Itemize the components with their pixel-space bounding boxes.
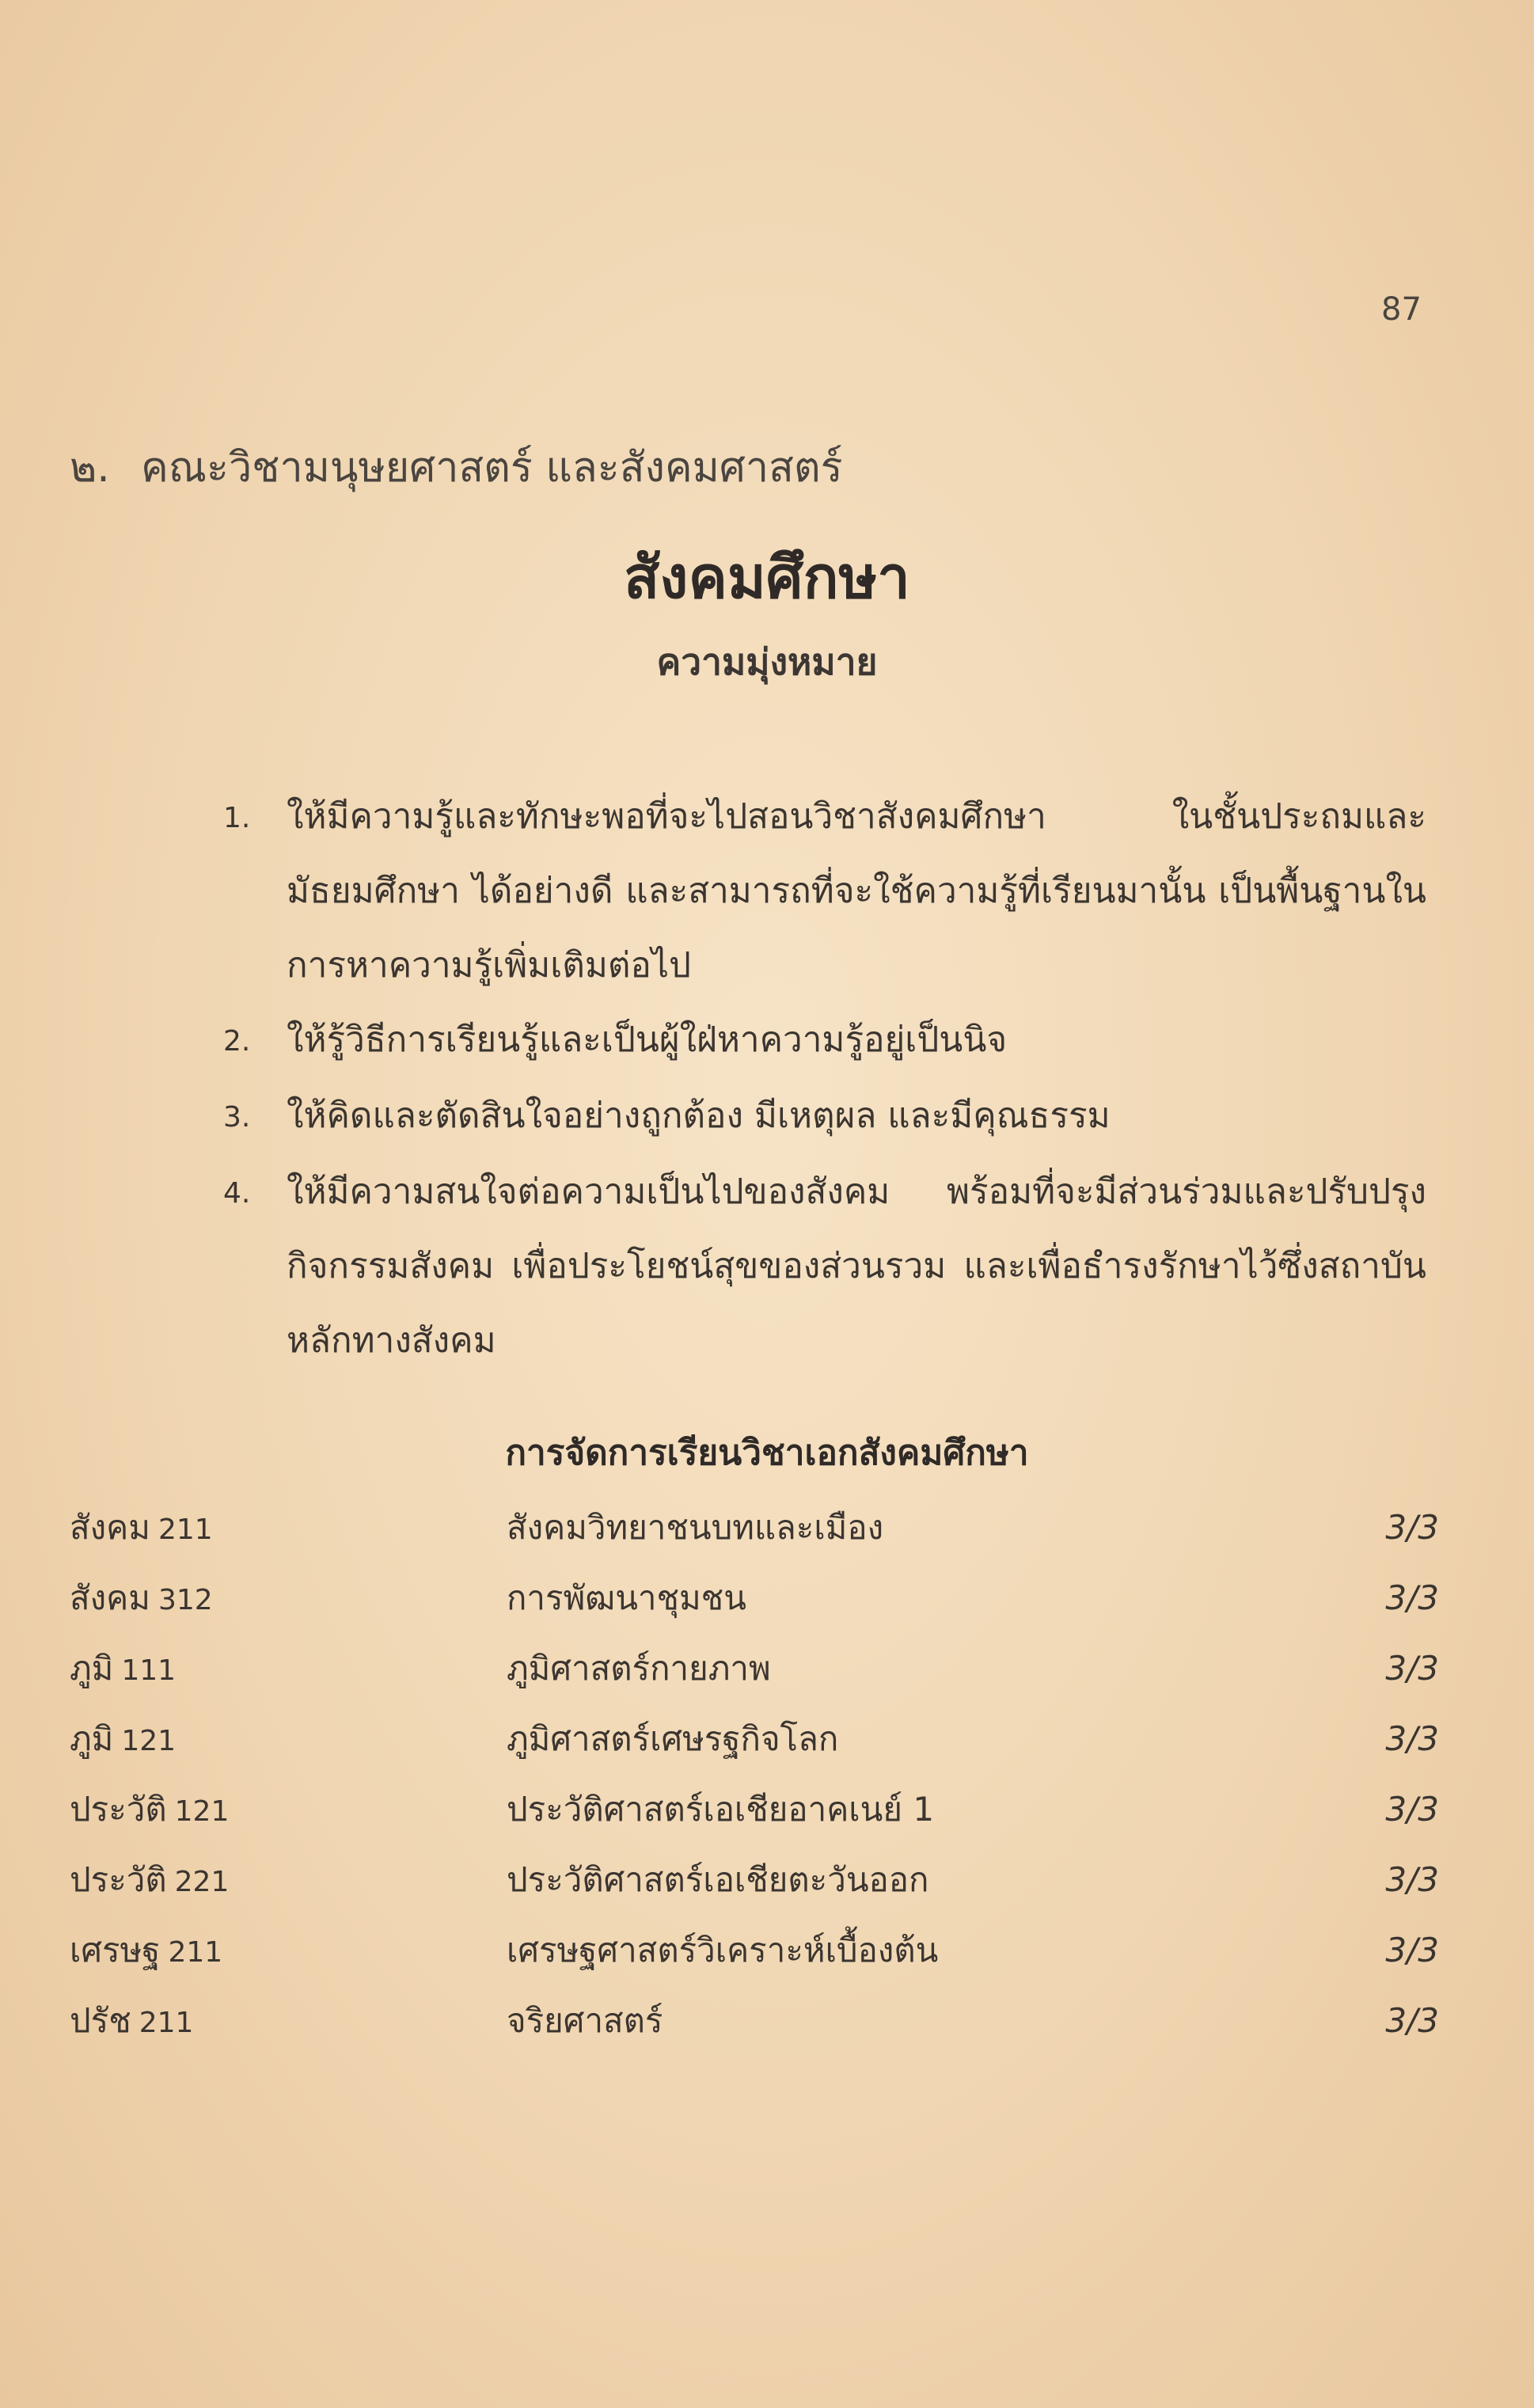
course-code-number: 211 [139,2006,194,2039]
course-code-number: 121 [121,1724,177,1757]
objective-number: 2. [223,1025,251,1058]
objective-text: ให้รู้วิธีการเรียนรู้และเป็นผู้ใฝ่หาความรู้อยู่เป็นนิจ [287,1020,1008,1060]
course-list [70,1492,1439,2056]
course-name: สังคมวิทยาชนบทและเมือง [507,1507,884,1547]
objective-text: ให้มีความรู้และทักษะพอที่จะไปสอนวิชาสังคมศึกษา ในชั้นประถมและมัธยมศึกษา ได้อย่างดี และสามารถที่จะใช้ความรู้ที่เรียนมานั้น เป็นพื้นฐานในการหาความรู้เพิ่มเติมต่อไป [287,796,1426,986]
course-credit: 3/3 [1385,2001,1439,2040]
course-credit: 3/3 [1385,1578,1439,1617]
course-row [70,1563,1439,1633]
objective-text: ให้คิดและตัดสินใจอย่างถูกต้อง มีเหตุผล และมีคุณธรรม [287,1096,1111,1136]
course-code [70,1783,507,1836]
course-code [70,1572,507,1624]
course-name: จริยศาสตร์ [507,2000,663,2040]
course-code [70,1854,507,1906]
course-code-number: 121 [174,1795,230,1828]
objective-number: 1. [223,802,251,834]
course-code-prefix: สังคม [70,1578,150,1617]
objective-number: 4. [223,1177,251,1210]
course-name: ภูมิศาสตร์กายภาพ [507,1648,771,1688]
course-row [70,1915,1439,1985]
faculty-heading [70,434,843,499]
course-code-prefix: ประวัติ [70,1859,167,1899]
course-name: ภูมิศาสตร์เศษรฐกิจโลก [507,1719,839,1758]
course-row [70,1492,1439,1563]
course-row [70,1703,1439,1774]
objective-item [223,1079,1426,1155]
course-code [70,1924,507,1977]
faculty-name: คณะวิชามนุษยศาสตร์ และสังคมศาสตร์ [141,444,843,492]
objective-item [223,1155,1426,1378]
page-number: 87 [1381,291,1422,328]
course-row [70,1844,1439,1915]
course-code-number: 312 [158,1583,213,1616]
objective-number: 3. [223,1101,251,1134]
course-name: ประวัติศาสตร์เอเชียอาคเนย์ 1 [507,1789,935,1829]
course-credit: 3/3 [1385,1719,1439,1758]
course-name: เศรษฐศาสตร์วิเคราะห์เบื้องต้น [507,1930,939,1969]
course-credit: 3/3 [1385,1508,1439,1547]
course-code [70,1995,507,2047]
objective-text: ให้มีความสนใจต่อความเป็นไปของสังคม พร้อมที่จะมีส่วนร่วมและปรับปรุงกิจกรรมสังคม เพื่อประโยชน์สุขของส่วนรวม และเพื่อธำรงรักษาไว้ซึ่งสถาบันหลักทางสังคม [287,1172,1426,1361]
course-code [70,1502,507,1554]
course-code-prefix: เศรษฐ [70,1930,161,1969]
course-row [70,1633,1439,1703]
course-code-prefix: สังคม [70,1507,150,1547]
course-code-number: 211 [168,1935,223,1969]
course-code-prefix: ภูมิ [70,1648,114,1688]
course-credit: 3/3 [1385,1790,1439,1829]
course-code-prefix: ปรัช [70,2000,131,2040]
course-name: การพัฒนาชุมชน [507,1578,746,1617]
course-code-number: 221 [174,1865,230,1898]
objectives-list [223,780,1426,1378]
course-credit: 3/3 [1385,1931,1439,1969]
course-code [70,1713,507,1765]
course-credit: 3/3 [1385,1649,1439,1688]
objective-item [223,1003,1426,1079]
objective-item [223,780,1426,1003]
objectives-heading: ความมุ่งหมาย [656,640,878,683]
subject-title: สังคมศึกษา [624,544,910,612]
course-row [70,1774,1439,1844]
course-code [70,1643,507,1695]
course-code-number: 111 [121,1654,177,1687]
course-code-prefix: ประวัติ [70,1789,167,1829]
course-code-number: 211 [158,1513,213,1546]
courses-heading: การจัดการเรียนวิชาเอกสังคมศึกษา [505,1433,1029,1473]
course-credit: 3/3 [1385,1860,1439,1899]
course-row [70,1985,1439,2056]
course-code-prefix: ภูมิ [70,1719,114,1758]
course-name: ประวัติศาสตร์เอเชียตะวันออก [507,1859,929,1899]
faculty-number: ๒. [70,444,110,492]
